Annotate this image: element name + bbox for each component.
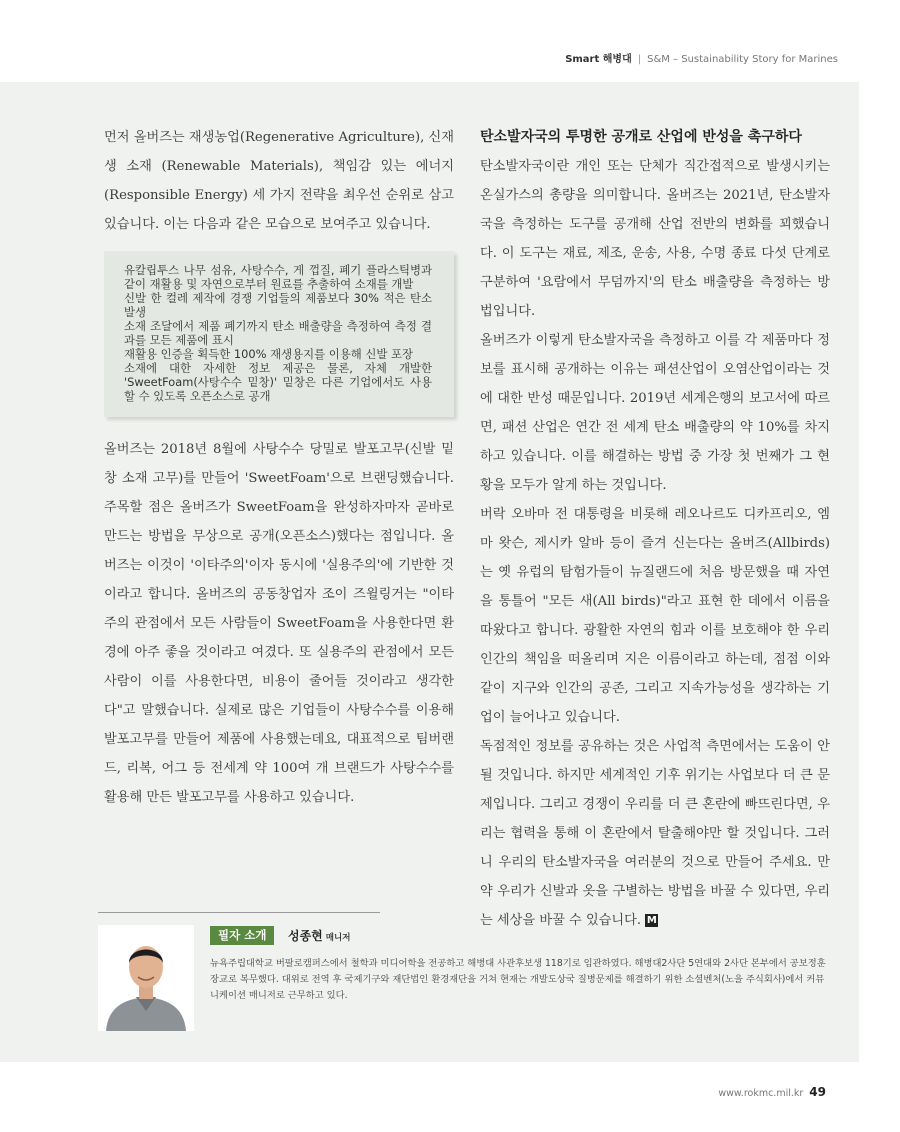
right-column (480, 123, 830, 935)
box-item: 재활용 인증을 획득한 100% 재생용지를 이용해 신발 포장 (124, 347, 413, 361)
author-name: 성종현 (288, 929, 323, 943)
author-photo (98, 925, 194, 1031)
running-header (565, 50, 838, 65)
author-role: 매니저 (325, 933, 351, 943)
intro-paragraph: 먼저 올버즈는 재생농업(Regenerative Agriculture), 신재생 소재 (Renewable Materials), 책임감 있는 에너지(Responsible Energy) 세 가지 전략을 최우선 순위로 삼고 있습니다. 이는 다음과 같은 모습으로 보여주고 있습니다. (104, 130, 454, 232)
body-paragraph: 버락 오바마 전 대통령을 비롯해 레오나르도 디카프리오, 엠마 왓슨, 제시카 알바 등이 즐겨 신는다는 올버즈(Allbirds)는 옛 유럽의 탐험가들이 뉴질랜드에 처음 방문했을 때 자연을 통틀어 "모든 새(All birds)"라고 표현 한 데에서 이름을 따왔다고 합니다. 광활한 자연의 힘과 이를 보호해야 한 우리 인간의 책임을 떠올리며 지은 이름이라고 하는데, 점점 이와 같이 지구와 인간의 공존, 그리고 지속가능성을 생각하는 기업이 늘어나고 있습니다. (480, 507, 830, 725)
body-paragraph (480, 732, 830, 935)
author-tag: 필자 소개 (210, 926, 274, 945)
site-url: www.rokmc.mil.kr (718, 1088, 804, 1099)
box-item: 유칼립투스 나무 섬유, 사탕수수, 게 껍질, 폐기 플라스틱병과 같이 재활용 및 자연으로부터 원료를 추출하여 소재를 개발 (124, 263, 432, 291)
left-column (104, 123, 454, 812)
box-item: 소재 조달에서 제품 폐기까지 탄소 배출량을 측정하여 측정 결과를 모든 제품에 표시 (124, 319, 432, 347)
section-heading: 탄소발자국의 투명한 공개로 산업에 반성을 촉구하다 (480, 129, 802, 145)
strategy-box (104, 251, 454, 417)
author-portrait-icon (98, 925, 194, 1031)
end-mark-icon: M (646, 915, 657, 926)
page-footer (718, 1085, 826, 1099)
author-divider (98, 912, 380, 913)
box-item: 소재에 대한 자세한 정보 제공은 물론, 자체 개발한 'SweetFoam(사탕수수 밑창)' 밑창은 다른 기업에서도 사용할 수 있도록 오픈소스로 공개 (124, 361, 432, 403)
body-paragraph: 탄소발자국이란 개인 또는 단체가 직간접적으로 발생시키는 온실가스의 총량을 의미합니다. 올버즈는 2021년, 탄소발자국을 측정하는 도구를 공개해 산업 전반의 변화를 꾀했습니다. 이 도구는 재료, 제조, 운송, 사용, 수명 종료 다섯 단계로 구분하여 '요람에서 무덤까지'의 탄소 배출량을 측정하는 방법입니다. (480, 159, 830, 319)
box-item: 신발 한 컬레 제작에 경쟁 기업들의 제품보다 30% 적은 탄소 발생 (124, 291, 432, 319)
author-bio: 뉴욕주립대학교 버팔로캠퍼스에서 철학과 미디어학을 전공하고 해병대 사관후보생 118기로 임관하였다. 해병대2사단 5연대와 2사단 본부에서 공보정훈장교로 복무했다. 대위로 전역 후 국제기구와 재단법인 환경재단을 거쳐 현재는 개발도상국 질병문제를 해결하기 위한 소셜벤처(노을 주식회사)에서 커뮤니케이션 매니저로 근무하고 있다. (210, 958, 826, 1001)
body-paragraph: 올버즈는 2018년 8월에 사탕수수 당밀로 발포고무(신발 밑창 소재 고무)를 만들어 'SweetFoam'으로 브랜딩했습니다. 주목할 점은 올버즈가 SweetFoam을 완성하자마자 곧바로 만드는 방법을 무상으로 공개(오픈소스)했다는 점입니다. 올버즈는 이것이 '이타주의'이자 동시에 '실용주의'에 기반한 것이라고 합니다. 올버즈의 공동창업자 조이 즈윌링거는 "이타주의 관점에서 모든 사람들이 SweetFoam을 사용한다면 환경에 아주 좋을 것이라고 여겼다. 또 실용주의 관점에서 모든 사람이 이를 사용한다면, 비용이 줄어들 것이라고 생각한다"고 말했습니다. 실제로 많은 기업들이 사탕수수를 이용해 발포고무를 만들어 제품에 사용했는데요, 대표적으로 팀버랜드, 리복, 어그 등 전세계 약 100여 개 브랜드가 사탕수수를 활용해 만든 발포고무를 사용하고 있습니다. (104, 442, 454, 805)
header-separator: | (637, 54, 642, 65)
section-title: S&M – Sustainability Story for Marines (647, 54, 838, 65)
page-header (0, 0, 900, 82)
closing-text: 독점적인 정보를 공유하는 것은 사업적 측면에서는 도움이 안될 것입니다. 하지만 세계적인 기후 위기는 사업보다 더 큰 문제입니다. 그리고 경쟁이 우리를 더 큰 혼란에 빠뜨린다면, 우리는 협력을 통해 이 혼란에서 탈출해야만 할 것입니다. 그러니 우리의 탄소발자국을 여러분의 것으로 만들어 주세요. 만약 우리가 신발과 옷을 구별하는 방법을 바꿀 수 있다면, 우리는 세상을 바꿀 수 있습니다. (480, 739, 830, 928)
page-number: 49 (809, 1085, 826, 1099)
body-paragraph: 올버즈가 이렇게 탄소발자국을 측정하고 이를 각 제품마다 정보를 표시해 공개하는 이유는 패션산업이 오염산업이라는 것에 대한 반성 때문입니다. 2019년 세계은행의 보고서에 따르면, 패션 산업은 연간 전 세계 탄소 배출량의 약 10%를 차지하고 있습니다. 이를 해결하는 방법 중 가장 첫 번째가 그 현황을 모두가 알게 하는 것입니다. (480, 333, 830, 493)
author-name-line (288, 927, 350, 944)
magazine-brand: Smart 해병대 (565, 54, 632, 65)
